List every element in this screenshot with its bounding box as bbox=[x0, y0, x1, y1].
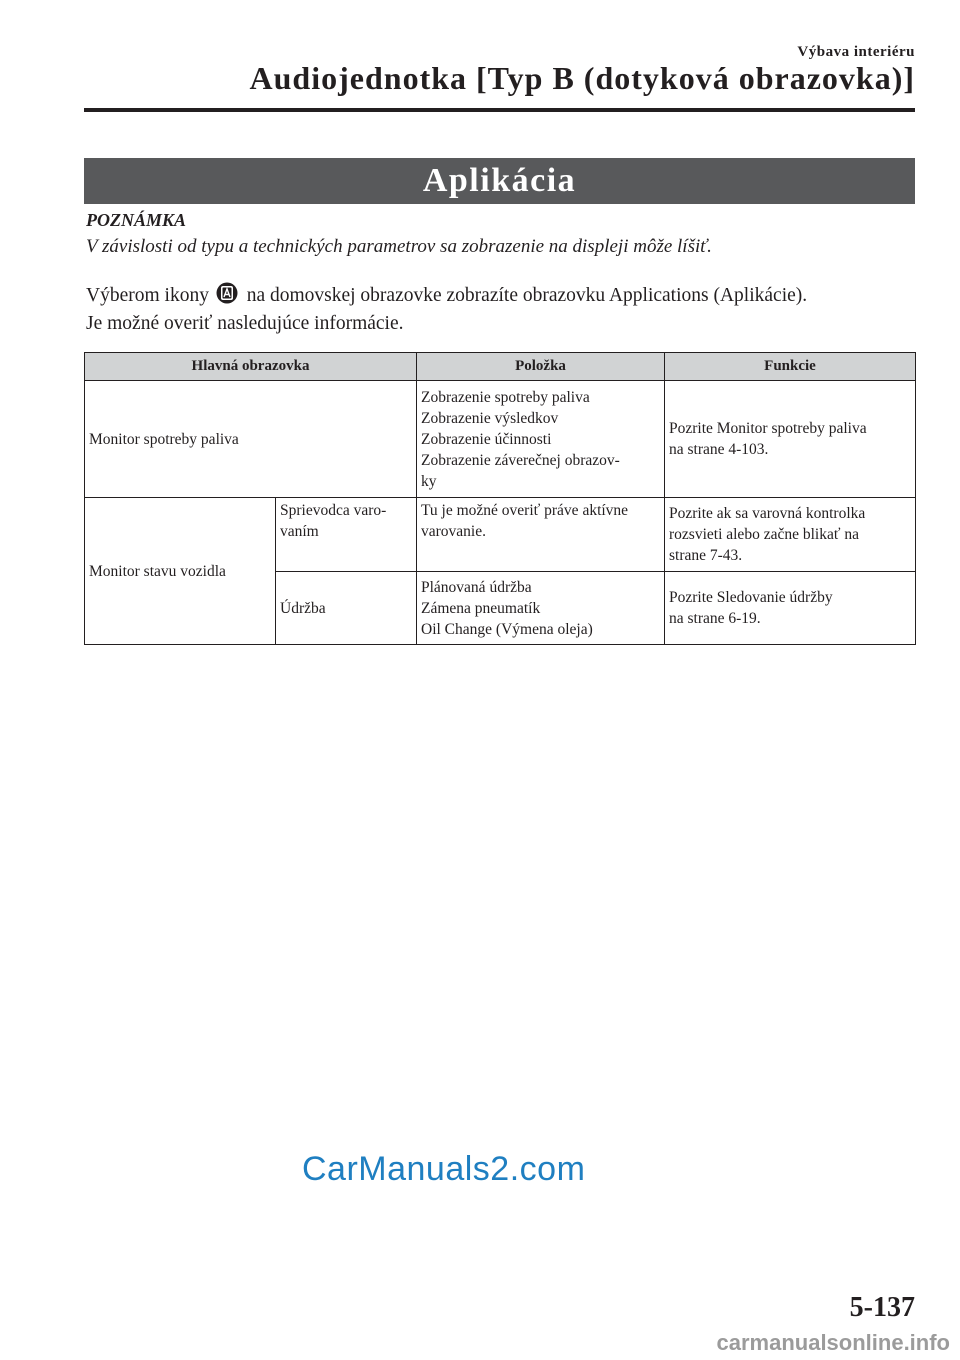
functions-line: strane 7-43. bbox=[669, 547, 743, 564]
item-cell bbox=[417, 498, 665, 572]
item-line: Tu je možné overiť práve aktívne bbox=[421, 502, 629, 519]
functions-line: Pozrite ak sa varovná kontrolka bbox=[669, 505, 866, 522]
functions-line: rozsvieti alebo začne blikať na bbox=[669, 526, 859, 543]
item-cell bbox=[417, 572, 665, 645]
functions-line: na strane 4-103. bbox=[669, 441, 769, 458]
header-item: Položka bbox=[417, 353, 665, 381]
intro-before-icon: Výberom ikony bbox=[86, 285, 209, 306]
table-row bbox=[85, 498, 916, 572]
header-functions: Funkcie bbox=[665, 353, 916, 381]
item-line: Zobrazenie výsledkov bbox=[421, 409, 559, 427]
note-heading: POZNÁMKA bbox=[86, 210, 187, 230]
note-text: V závislosti od typu a technických parametrov sa zobrazenie na displeji môže líšiť. bbox=[86, 236, 712, 257]
applications-table bbox=[84, 352, 916, 645]
item-line: Zobrazenie spotreby paliva bbox=[421, 388, 590, 406]
table-row bbox=[85, 381, 916, 498]
sub-screen-cell: Údržba bbox=[276, 572, 417, 645]
item-line: Plánovaná údržba bbox=[421, 578, 532, 596]
item-line: varovanie. bbox=[421, 523, 486, 540]
sub-screen-line: vaním bbox=[280, 523, 319, 540]
header-main-screen: Hlavná obrazovka bbox=[85, 353, 417, 381]
sub-screen-line: Sprievodca varo- bbox=[280, 502, 387, 519]
chapter-label: Výbava interiéru bbox=[797, 44, 915, 60]
functions-line: na strane 6-19. bbox=[669, 610, 761, 627]
intro-after-icon: na domovskej obrazovke zobrazíte obrazovku Applications (Aplikácie). bbox=[246, 285, 808, 306]
page-title: Audiojednotka [Typ B (dotyková obrazovka)] bbox=[249, 60, 915, 96]
intro-line-2: Je možné overiť nasledujúce informácie. bbox=[86, 313, 404, 334]
watermark: CarManuals2.com bbox=[302, 1150, 586, 1188]
item-line: Zobrazenie záverečnej obrazov- bbox=[421, 451, 620, 469]
sub-screen-cell bbox=[276, 498, 417, 572]
item-cell bbox=[417, 381, 665, 498]
applications-icon bbox=[216, 282, 238, 304]
table-header-row bbox=[85, 353, 916, 381]
section-heading: Aplikácia bbox=[84, 158, 915, 204]
item-line: Zobrazenie účinnosti bbox=[421, 430, 552, 448]
functions-cell bbox=[665, 498, 916, 572]
functions-cell bbox=[665, 381, 916, 498]
functions-cell bbox=[665, 572, 916, 645]
intro-text bbox=[86, 282, 926, 338]
functions-line: Pozrite Monitor spotreby paliva bbox=[669, 420, 867, 437]
main-screen-cell: Monitor stavu vozidla bbox=[85, 498, 276, 645]
footer-source: carmanualsonline.info bbox=[716, 1330, 950, 1355]
main-screen-cell: Monitor spotreby paliva bbox=[85, 381, 417, 498]
header-rule bbox=[84, 108, 915, 112]
functions-line: Pozrite Sledovanie údržby bbox=[669, 589, 833, 606]
item-line: Zámena pneumatík bbox=[421, 599, 541, 617]
item-line: ky bbox=[421, 472, 437, 490]
item-line: Oil Change (Výmena oleja) bbox=[421, 620, 593, 638]
intro-line-1 bbox=[86, 282, 926, 310]
page-number: 5-137 bbox=[849, 1292, 915, 1323]
